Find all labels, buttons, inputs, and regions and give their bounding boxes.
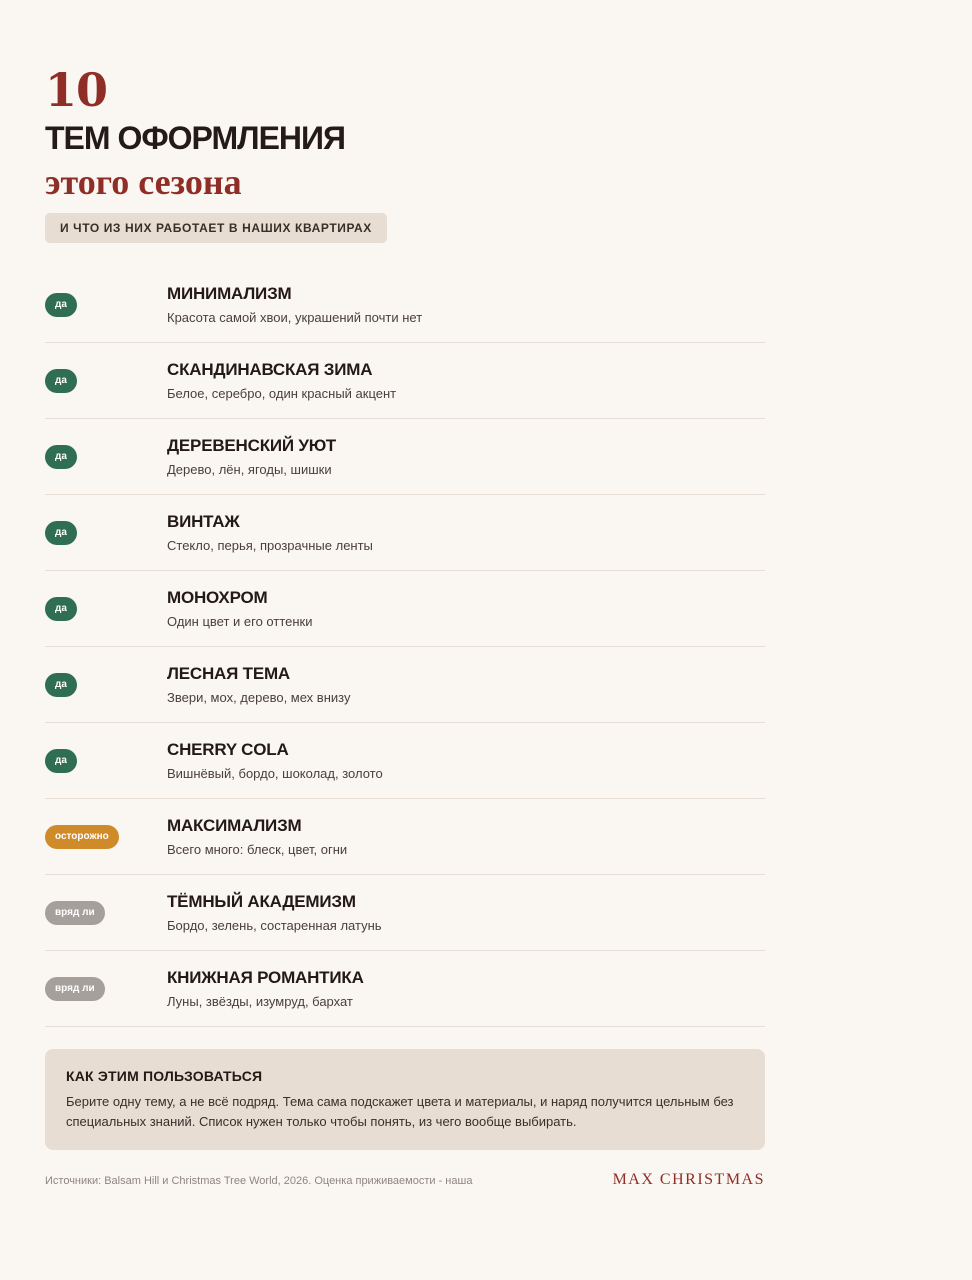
page-title: ТЕМ ОФОРМЛЕНИЯ bbox=[45, 120, 346, 156]
theme-row bbox=[45, 571, 765, 647]
status-badge: да bbox=[45, 597, 77, 621]
footer-sources: Источники: Balsam Hill и Christmas Tree World, 2026. Оценка приживаемости - наша bbox=[45, 1175, 473, 1187]
theme-title: ВИНТАЖ bbox=[167, 512, 240, 531]
brand-logo: MAX CHRISTMAS bbox=[612, 1171, 765, 1188]
theme-title: МИНИМАЛИЗМ bbox=[167, 284, 292, 303]
theme-title: CHERRY COLA bbox=[167, 740, 289, 759]
status-badge: да bbox=[45, 673, 77, 697]
theme-row bbox=[45, 799, 765, 875]
theme-description: Всего много: блеск, цвет, огни bbox=[167, 842, 348, 857]
theme-title: ДЕРЕВЕНСКИЙ УЮТ bbox=[167, 436, 336, 455]
page-tag: И ЧТО ИЗ НИХ РАБОТАЕТ В НАШИХ КВАРТИРАХ bbox=[45, 213, 387, 243]
theme-description: Белое, серебро, один красный акцент bbox=[167, 386, 397, 401]
theme-list bbox=[45, 267, 765, 1027]
howto-text: Берите одну тему, а не всё подряд. Тема сама подскажет цвета и материалы, и наряд получится цельным без специальных знаний. Список нужен только чтобы понять, из чего вообще выбирать. bbox=[66, 1094, 734, 1129]
theme-description: Дерево, лён, ягоды, шишки bbox=[167, 462, 332, 477]
status-badge: осторожно bbox=[45, 825, 119, 849]
status-badge: да bbox=[45, 445, 77, 469]
theme-row bbox=[45, 951, 765, 1027]
theme-row bbox=[45, 723, 765, 799]
page-subtitle: этого сезона bbox=[45, 162, 242, 202]
theme-description: Один цвет и его оттенки bbox=[167, 614, 313, 629]
theme-description: Вишнёвый, бордо, шоколад, золото bbox=[167, 766, 383, 781]
status-badge: да bbox=[45, 293, 77, 317]
theme-row bbox=[45, 495, 765, 571]
theme-row bbox=[45, 647, 765, 723]
theme-title: МОНОХРОМ bbox=[167, 588, 268, 607]
theme-row bbox=[45, 267, 765, 343]
theme-title: СКАНДИНАВСКАЯ ЗИМА bbox=[167, 360, 373, 379]
howto-title: КАК ЭТИМ ПОЛЬЗОВАТЬСЯ bbox=[66, 1068, 263, 1084]
status-badge: вряд ли bbox=[45, 977, 105, 1001]
status-badge: да bbox=[45, 521, 77, 545]
theme-row bbox=[45, 343, 765, 419]
howto-box bbox=[45, 1049, 765, 1150]
theme-title: ТЁМНЫЙ АКАДЕМИЗМ bbox=[167, 892, 356, 911]
theme-title: МАКСИМАЛИЗМ bbox=[167, 816, 302, 835]
status-badge: вряд ли bbox=[45, 901, 105, 925]
theme-description: Луны, звёзды, изумруд, бархат bbox=[167, 994, 353, 1009]
theme-description: Звери, мох, дерево, мех внизу bbox=[167, 690, 351, 705]
theme-description: Красота самой хвои, украшений почти нет bbox=[167, 310, 423, 325]
theme-row bbox=[45, 875, 765, 951]
status-badge: да bbox=[45, 749, 77, 773]
theme-title: КНИЖНАЯ РОМАНТИКА bbox=[167, 968, 364, 987]
theme-description: Стекло, перья, прозрачные ленты bbox=[167, 538, 373, 553]
theme-count: 10 bbox=[45, 63, 108, 117]
theme-row bbox=[45, 419, 765, 495]
status-badge: да bbox=[45, 369, 77, 393]
theme-description: Бордо, зелень, состаренная латунь bbox=[167, 918, 382, 933]
theme-title: ЛЕСНАЯ ТЕМА bbox=[167, 664, 291, 683]
